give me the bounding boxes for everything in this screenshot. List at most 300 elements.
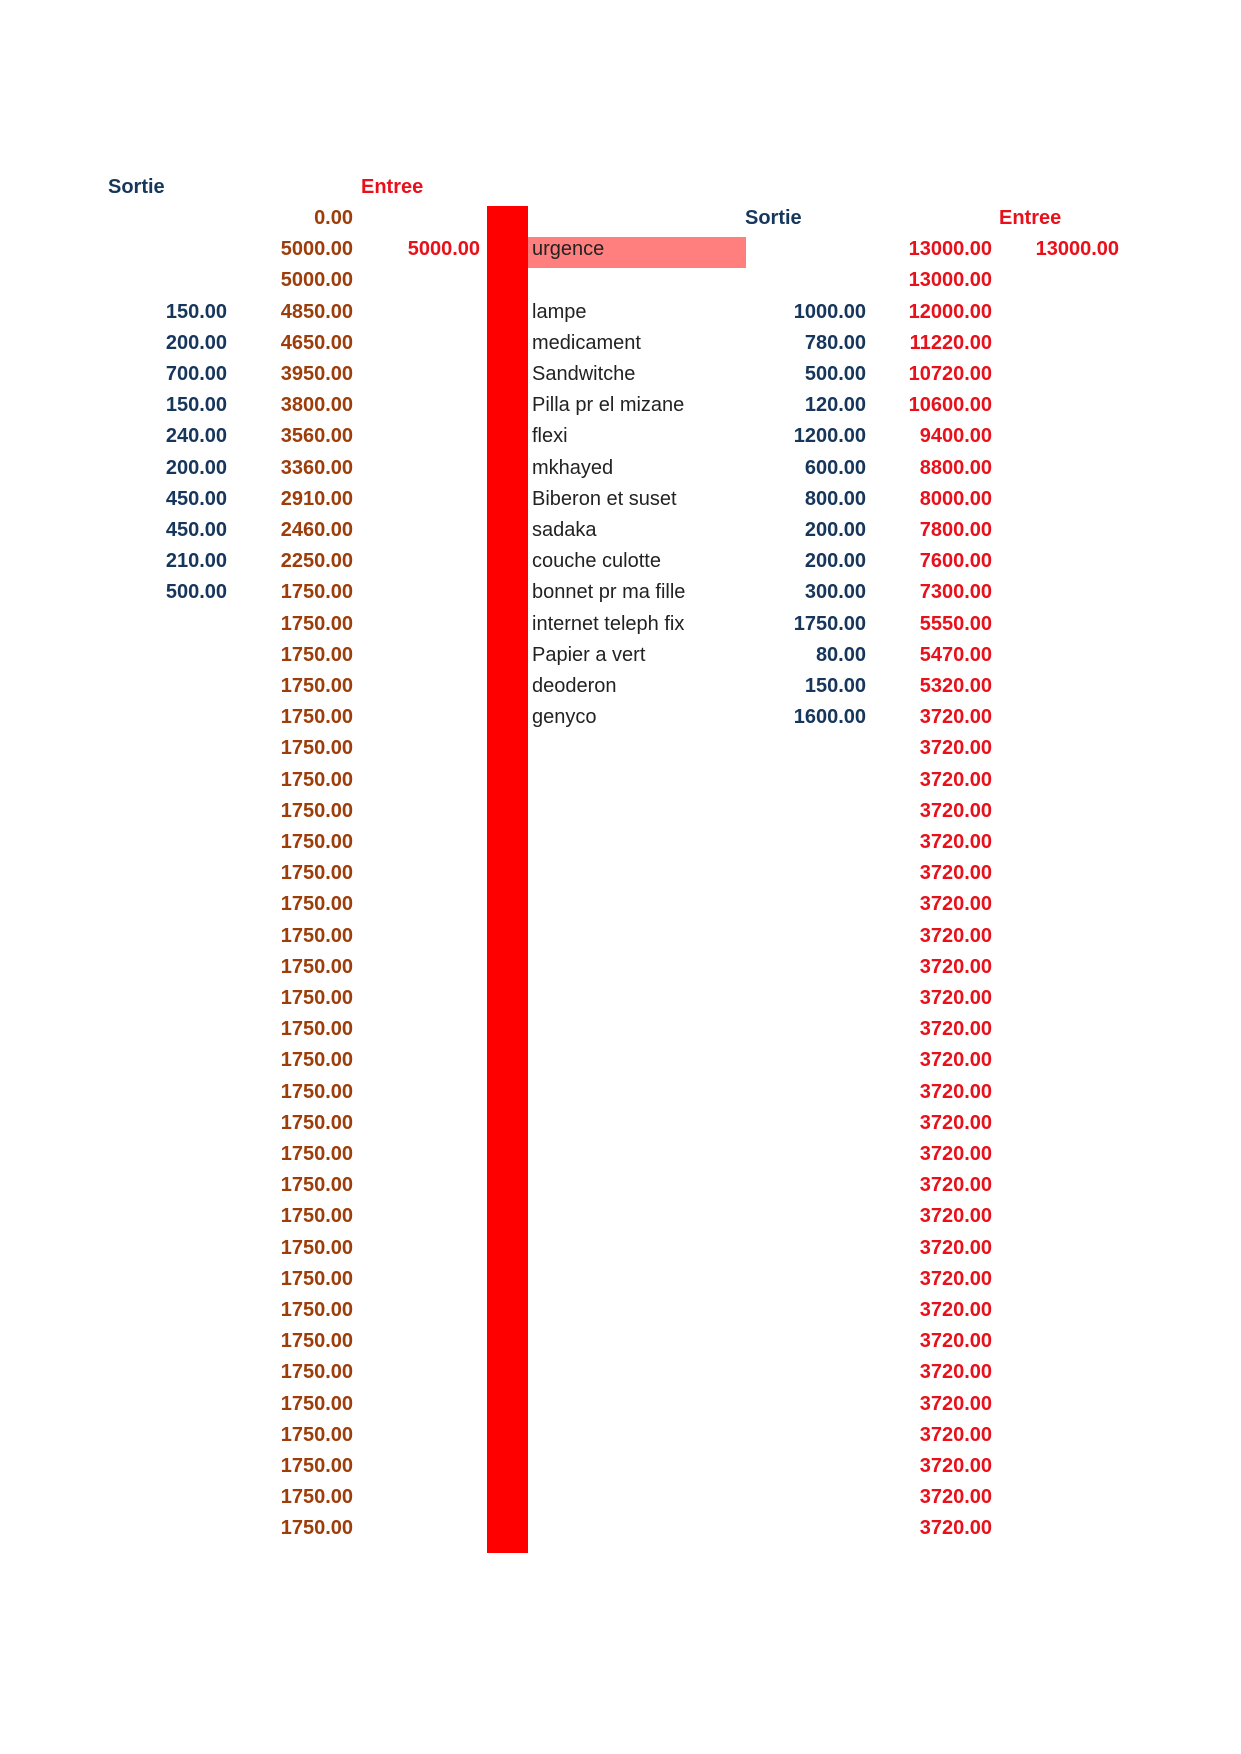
balance-right-cell: 3720.00 xyxy=(919,1424,992,1446)
label-cell xyxy=(530,858,745,889)
sortie-left-cell xyxy=(110,765,227,796)
label-cell: internet teleph fix xyxy=(532,613,685,635)
sortie-left-cell xyxy=(110,1077,227,1108)
entree-right-cell xyxy=(995,421,1119,452)
balance-left-cell: 4650.00 xyxy=(280,332,353,354)
label-cell xyxy=(530,983,745,1014)
sortie-right-cell xyxy=(745,1233,866,1264)
balance-right-cell: 3720.00 xyxy=(919,925,992,947)
entree-right-cell xyxy=(995,889,1119,920)
entree-left-cell xyxy=(360,1264,480,1295)
entree-right-cell xyxy=(995,546,1119,577)
entree-left-cell xyxy=(360,671,480,702)
header-sortie-left: Sortie xyxy=(108,176,165,198)
entree-left-cell xyxy=(360,1045,480,1076)
sortie-right-cell: 120.00 xyxy=(804,394,866,416)
sortie-right-cell: 1000.00 xyxy=(793,301,866,323)
entree-right-cell xyxy=(995,1014,1119,1045)
entree-left-cell xyxy=(360,1326,480,1357)
balance-left-cell: 2910.00 xyxy=(280,488,353,510)
entree-left-cell xyxy=(360,546,480,577)
entree-right-cell xyxy=(995,609,1119,640)
balance-right-cell: 3720.00 xyxy=(919,862,992,884)
sortie-left-cell: 200.00 xyxy=(165,457,227,479)
balance-right-cell: 3720.00 xyxy=(919,706,992,728)
entree-left-cell xyxy=(360,1139,480,1170)
balance-left-cell: 1750.00 xyxy=(280,862,353,884)
entree-left-cell xyxy=(360,1295,480,1326)
label-cell xyxy=(530,889,745,920)
sortie-right-cell xyxy=(745,1451,866,1482)
label-cell xyxy=(530,765,745,796)
entree-right-cell xyxy=(995,1108,1119,1139)
sortie-left-cell xyxy=(110,1014,227,1045)
entree-left-cell xyxy=(360,765,480,796)
sortie-right-cell xyxy=(745,858,866,889)
balance-left-cell: 1750.00 xyxy=(280,1049,353,1071)
entree-left-cell xyxy=(360,1513,480,1544)
balance-right-cell: 3720.00 xyxy=(919,1112,992,1134)
balance-right-cell xyxy=(870,203,992,234)
balance-right-cell: 8800.00 xyxy=(919,457,992,479)
balance-right-cell: 3720.00 xyxy=(919,800,992,822)
label-cell xyxy=(530,1014,745,1045)
label-cell: urgence xyxy=(532,238,605,260)
sortie-right-cell xyxy=(745,827,866,858)
entree-left-cell xyxy=(360,1357,480,1388)
sortie-right-cell xyxy=(745,1014,866,1045)
label-cell xyxy=(530,1295,745,1326)
entree-left-cell xyxy=(360,359,480,390)
sortie-left-cell: 150.00 xyxy=(165,301,227,323)
balance-left-cell: 0.00 xyxy=(314,207,353,229)
sortie-left-cell xyxy=(110,952,227,983)
label-cell: lampe xyxy=(532,301,587,323)
entree-left-cell: 5000.00 xyxy=(407,238,480,260)
balance-left-cell: 1750.00 xyxy=(280,1018,353,1040)
sortie-right-cell: 1200.00 xyxy=(793,425,866,447)
entree-left-cell xyxy=(360,265,480,296)
sortie-right-cell xyxy=(745,1482,866,1513)
sortie-left-cell xyxy=(110,1201,227,1232)
entree-left-cell xyxy=(360,1482,480,1513)
header-entree-left: Entree xyxy=(361,176,424,198)
label-cell: couche culotte xyxy=(532,550,661,572)
label-cell: deoderon xyxy=(532,675,617,697)
balance-left-cell: 1750.00 xyxy=(280,925,353,947)
balance-right-cell: 10720.00 xyxy=(908,363,992,385)
sortie-left-cell xyxy=(110,1513,227,1544)
balance-right-cell: 5470.00 xyxy=(919,644,992,666)
entree-left-cell xyxy=(360,1201,480,1232)
balance-right-cell: 7800.00 xyxy=(919,519,992,541)
entree-right-cell xyxy=(995,453,1119,484)
label-cell: sadaka xyxy=(532,519,597,541)
entree-right-cell xyxy=(995,1357,1119,1388)
balance-left-cell: 1750.00 xyxy=(280,1112,353,1134)
entree-right-cell xyxy=(995,640,1119,671)
entree-left-cell xyxy=(360,1014,480,1045)
entree-left-cell xyxy=(360,1389,480,1420)
sortie-right-cell: 500.00 xyxy=(804,363,866,385)
balance-right-cell: 3720.00 xyxy=(919,1361,992,1383)
entree-left-cell xyxy=(360,1420,480,1451)
sortie-right-cell: 80.00 xyxy=(815,644,866,666)
entree-left-cell xyxy=(360,1170,480,1201)
label-cell xyxy=(530,1045,745,1076)
sortie-right-cell xyxy=(745,1420,866,1451)
entree-left-cell xyxy=(360,297,480,328)
sortie-right-cell xyxy=(745,1295,866,1326)
entree-right-cell xyxy=(995,577,1119,608)
label-cell xyxy=(530,1201,745,1232)
label-cell xyxy=(530,203,745,234)
entree-right-cell xyxy=(995,983,1119,1014)
balance-left-cell: 1750.00 xyxy=(280,1393,353,1415)
balance-left-cell: 1750.00 xyxy=(280,644,353,666)
balance-right-cell: 11220.00 xyxy=(909,332,992,354)
balance-left-cell: 1750.00 xyxy=(280,1205,353,1227)
sortie-right-cell xyxy=(745,1357,866,1388)
label-cell xyxy=(530,1108,745,1139)
label-cell xyxy=(530,1233,745,1264)
sortie-left-cell xyxy=(110,827,227,858)
label-cell xyxy=(530,265,745,296)
balance-left-cell: 3950.00 xyxy=(280,363,353,385)
balance-left-cell: 1750.00 xyxy=(280,737,353,759)
entree-left-cell xyxy=(360,1077,480,1108)
entree-right-cell xyxy=(995,765,1119,796)
label-cell xyxy=(530,1420,745,1451)
label-cell xyxy=(530,1326,745,1357)
balance-right-cell: 3720.00 xyxy=(919,1268,992,1290)
balance-left-cell: 1750.00 xyxy=(280,769,353,791)
label-cell xyxy=(530,952,745,983)
sortie-right-cell xyxy=(745,765,866,796)
sortie-right-cell: 600.00 xyxy=(804,457,866,479)
sortie-right-cell: 200.00 xyxy=(804,550,866,572)
sortie-right-cell xyxy=(745,203,866,234)
sortie-left-cell xyxy=(110,1482,227,1513)
balance-left-cell: 1750.00 xyxy=(280,1237,353,1259)
sortie-left-cell: 210.00 xyxy=(165,550,227,572)
label-cell: Papier a vert xyxy=(532,644,646,666)
label-cell: flexi xyxy=(532,425,568,447)
sortie-right-cell xyxy=(745,1513,866,1544)
sortie-left-cell xyxy=(110,889,227,920)
balance-left-cell: 1750.00 xyxy=(280,1081,353,1103)
balance-left-cell: 1750.00 xyxy=(280,1174,353,1196)
balance-right-cell: 3720.00 xyxy=(919,1455,992,1477)
sortie-right-cell xyxy=(745,983,866,1014)
entree-left-cell xyxy=(360,983,480,1014)
entree-left-cell xyxy=(360,889,480,920)
sortie-right-cell xyxy=(745,1264,866,1295)
balance-right-cell: 7600.00 xyxy=(919,550,992,572)
entree-right-cell xyxy=(995,921,1119,952)
balance-right-cell: 3720.00 xyxy=(919,1143,992,1165)
balance-right-cell: 3720.00 xyxy=(919,1174,992,1196)
sortie-right-cell: 1750.00 xyxy=(793,613,866,635)
sortie-left-cell xyxy=(110,1326,227,1357)
entree-right-cell xyxy=(995,359,1119,390)
entree-left-cell xyxy=(360,640,480,671)
sortie-right-cell xyxy=(745,1108,866,1139)
entree-right-cell xyxy=(995,858,1119,889)
balance-left-cell: 3800.00 xyxy=(280,394,353,416)
balance-right-cell: 12000.00 xyxy=(908,301,992,323)
sortie-right-cell xyxy=(745,796,866,827)
header-sortie-right: Sortie xyxy=(745,207,802,229)
entree-right-cell xyxy=(995,203,1119,234)
balance-left-cell: 1750.00 xyxy=(280,1361,353,1383)
entree-right-cell xyxy=(995,265,1119,296)
balance-right-cell: 3720.00 xyxy=(919,1237,992,1259)
label-cell xyxy=(530,1513,745,1544)
sortie-right-cell xyxy=(745,952,866,983)
sortie-left-cell xyxy=(110,858,227,889)
entree-right-cell: 13000.00 xyxy=(1035,238,1119,260)
balance-left-cell: 1750.00 xyxy=(280,1143,353,1165)
sortie-right-cell xyxy=(745,1326,866,1357)
sortie-left-cell xyxy=(110,983,227,1014)
balance-right-cell: 10600.00 xyxy=(908,394,992,416)
entree-left-cell xyxy=(360,421,480,452)
balance-left-cell: 1750.00 xyxy=(280,800,353,822)
balance-left-cell: 1750.00 xyxy=(280,1330,353,1352)
entree-right-cell xyxy=(995,1264,1119,1295)
label-cell: medicament xyxy=(532,332,641,354)
balance-left-cell: 1750.00 xyxy=(280,893,353,915)
entree-right-cell xyxy=(995,1482,1119,1513)
sortie-left-cell xyxy=(110,1389,227,1420)
sortie-left-cell xyxy=(110,609,227,640)
balance-left-cell: 2460.00 xyxy=(280,519,353,541)
balance-left-cell: 1750.00 xyxy=(280,1455,353,1477)
sortie-left-cell xyxy=(110,1420,227,1451)
label-cell xyxy=(530,827,745,858)
entree-right-cell xyxy=(995,1389,1119,1420)
entree-left-cell xyxy=(360,827,480,858)
sortie-right-cell: 150.00 xyxy=(804,675,866,697)
label-cell xyxy=(530,1389,745,1420)
label-cell xyxy=(530,1264,745,1295)
balance-left-cell: 1750.00 xyxy=(280,706,353,728)
entree-left-cell xyxy=(360,733,480,764)
balance-right-cell: 3720.00 xyxy=(919,1049,992,1071)
entree-left-cell xyxy=(360,1233,480,1264)
entree-left-cell xyxy=(360,796,480,827)
label-cell: genyco xyxy=(532,706,597,728)
sortie-right-cell xyxy=(745,1139,866,1170)
sortie-left-cell: 500.00 xyxy=(165,581,227,603)
entree-right-cell xyxy=(995,1077,1119,1108)
balance-right-cell: 3720.00 xyxy=(919,1517,992,1539)
entree-left-cell xyxy=(360,952,480,983)
label-cell xyxy=(530,921,745,952)
label-cell xyxy=(530,1077,745,1108)
entree-left-cell xyxy=(360,609,480,640)
sortie-left-cell: 200.00 xyxy=(165,332,227,354)
balance-left-cell: 1750.00 xyxy=(280,613,353,635)
balance-left-cell: 1750.00 xyxy=(280,1517,353,1539)
sortie-right-cell: 780.00 xyxy=(804,332,866,354)
sortie-right-cell: 300.00 xyxy=(804,581,866,603)
entree-left-cell xyxy=(360,702,480,733)
entree-left-cell xyxy=(360,515,480,546)
sortie-right-cell xyxy=(745,265,866,296)
sortie-left-cell xyxy=(110,921,227,952)
balance-left-cell: 4850.00 xyxy=(280,301,353,323)
balance-right-cell: 3720.00 xyxy=(919,1081,992,1103)
balance-left-cell: 3360.00 xyxy=(280,457,353,479)
sortie-left-cell: 150.00 xyxy=(165,394,227,416)
sortie-left-cell xyxy=(110,1170,227,1201)
sortie-left-cell xyxy=(110,1264,227,1295)
sortie-right-cell xyxy=(745,1170,866,1201)
entree-left-cell xyxy=(360,203,480,234)
sortie-left-cell xyxy=(110,203,227,234)
balance-left-cell: 1750.00 xyxy=(280,1424,353,1446)
entree-right-cell xyxy=(995,1451,1119,1482)
sortie-right-cell xyxy=(745,1045,866,1076)
balance-left-cell: 1750.00 xyxy=(280,1486,353,1508)
balance-right-cell: 7300.00 xyxy=(919,581,992,603)
sortie-left-cell: 450.00 xyxy=(165,519,227,541)
label-cell xyxy=(530,1139,745,1170)
entree-right-cell xyxy=(995,1139,1119,1170)
balance-left-cell: 1750.00 xyxy=(280,831,353,853)
sortie-left-cell xyxy=(110,671,227,702)
label-cell: Sandwitche xyxy=(532,363,636,385)
entree-right-cell xyxy=(995,671,1119,702)
label-cell xyxy=(530,733,745,764)
balance-right-cell: 3720.00 xyxy=(919,893,992,915)
sortie-left-cell xyxy=(110,265,227,296)
sortie-left-cell xyxy=(110,1045,227,1076)
entree-right-cell xyxy=(995,328,1119,359)
entree-left-cell xyxy=(360,390,480,421)
balance-right-cell: 3720.00 xyxy=(919,1393,992,1415)
balance-right-cell: 3720.00 xyxy=(919,987,992,1009)
balance-left-cell: 5000.00 xyxy=(280,269,353,291)
sortie-right-cell: 800.00 xyxy=(804,488,866,510)
entree-right-cell xyxy=(995,297,1119,328)
entree-left-cell xyxy=(360,577,480,608)
balance-left-cell: 1750.00 xyxy=(280,581,353,603)
balance-right-cell: 9400.00 xyxy=(919,425,992,447)
entree-left-cell xyxy=(360,1451,480,1482)
sortie-left-cell xyxy=(110,796,227,827)
header-entree-right: Entree xyxy=(999,207,1062,229)
entree-right-cell xyxy=(995,515,1119,546)
balance-right-cell: 3720.00 xyxy=(919,1330,992,1352)
balance-right-cell: 3720.00 xyxy=(919,1299,992,1321)
entree-left-cell xyxy=(360,328,480,359)
entree-right-cell xyxy=(995,1233,1119,1264)
sortie-right-cell xyxy=(745,921,866,952)
balance-left-cell: 1750.00 xyxy=(280,1299,353,1321)
sortie-left-cell xyxy=(110,1139,227,1170)
balance-right-cell: 3720.00 xyxy=(919,1018,992,1040)
balance-left-cell: 5000.00 xyxy=(280,238,353,260)
sortie-right-cell xyxy=(745,733,866,764)
entree-left-cell xyxy=(360,921,480,952)
sortie-right-cell xyxy=(745,1077,866,1108)
label-cell xyxy=(530,1357,745,1388)
sortie-left-cell: 240.00 xyxy=(165,425,227,447)
entree-right-cell xyxy=(995,1295,1119,1326)
entree-left-cell xyxy=(360,1108,480,1139)
entree-right-cell xyxy=(995,1201,1119,1232)
balance-right-cell: 3720.00 xyxy=(919,956,992,978)
sortie-right-cell xyxy=(745,1389,866,1420)
balance-left-cell: 1750.00 xyxy=(280,1268,353,1290)
label-cell: mkhayed xyxy=(532,457,614,479)
label-cell xyxy=(530,1482,745,1513)
balance-right-cell: 3720.00 xyxy=(919,1205,992,1227)
balance-right-cell: 13000.00 xyxy=(908,238,992,260)
sortie-left-cell xyxy=(110,1451,227,1482)
label-cell xyxy=(530,1451,745,1482)
sortie-left-cell: 450.00 xyxy=(165,488,227,510)
entree-right-cell xyxy=(995,1170,1119,1201)
label-cell: Pilla pr el mizane xyxy=(532,394,685,416)
sortie-left-cell: 700.00 xyxy=(165,363,227,385)
entree-right-cell xyxy=(995,1513,1119,1544)
label-cell: bonnet pr ma fille xyxy=(532,581,686,603)
entree-right-cell xyxy=(995,827,1119,858)
entree-left-cell xyxy=(360,858,480,889)
balance-right-cell: 3720.00 xyxy=(919,737,992,759)
balance-right-cell: 3720.00 xyxy=(919,769,992,791)
balance-right-cell: 13000.00 xyxy=(908,269,992,291)
sortie-left-cell xyxy=(110,1108,227,1139)
balance-right-cell: 3720.00 xyxy=(919,1486,992,1508)
sortie-right-cell xyxy=(745,889,866,920)
balance-left-cell: 1750.00 xyxy=(280,675,353,697)
balance-right-cell: 3720.00 xyxy=(919,831,992,853)
sortie-left-cell xyxy=(110,1357,227,1388)
sortie-left-cell xyxy=(110,234,227,265)
balance-left-cell: 2250.00 xyxy=(280,550,353,572)
sortie-right-cell: 1600.00 xyxy=(793,706,866,728)
entree-right-cell xyxy=(995,702,1119,733)
sortie-right-cell xyxy=(745,1201,866,1232)
entree-right-cell xyxy=(995,952,1119,983)
sortie-left-cell xyxy=(110,702,227,733)
entree-right-cell xyxy=(995,1326,1119,1357)
balance-right-cell: 5320.00 xyxy=(919,675,992,697)
balance-left-cell: 1750.00 xyxy=(280,987,353,1009)
sortie-left-cell xyxy=(110,1295,227,1326)
label-cell: Biberon et suset xyxy=(532,488,677,510)
balance-left-cell: 3560.00 xyxy=(280,425,353,447)
balance-left-cell: 1750.00 xyxy=(280,956,353,978)
balance-right-cell: 5550.00 xyxy=(919,613,992,635)
entree-left-cell xyxy=(360,484,480,515)
entree-left-cell xyxy=(360,453,480,484)
sortie-left-cell xyxy=(110,733,227,764)
red-separator-column xyxy=(487,206,528,1553)
label-cell xyxy=(530,796,745,827)
sortie-right-cell xyxy=(745,234,866,265)
balance-right-cell: 8000.00 xyxy=(919,488,992,510)
entree-right-cell xyxy=(995,796,1119,827)
entree-right-cell xyxy=(995,733,1119,764)
sortie-left-cell xyxy=(110,1233,227,1264)
entree-right-cell xyxy=(995,1045,1119,1076)
